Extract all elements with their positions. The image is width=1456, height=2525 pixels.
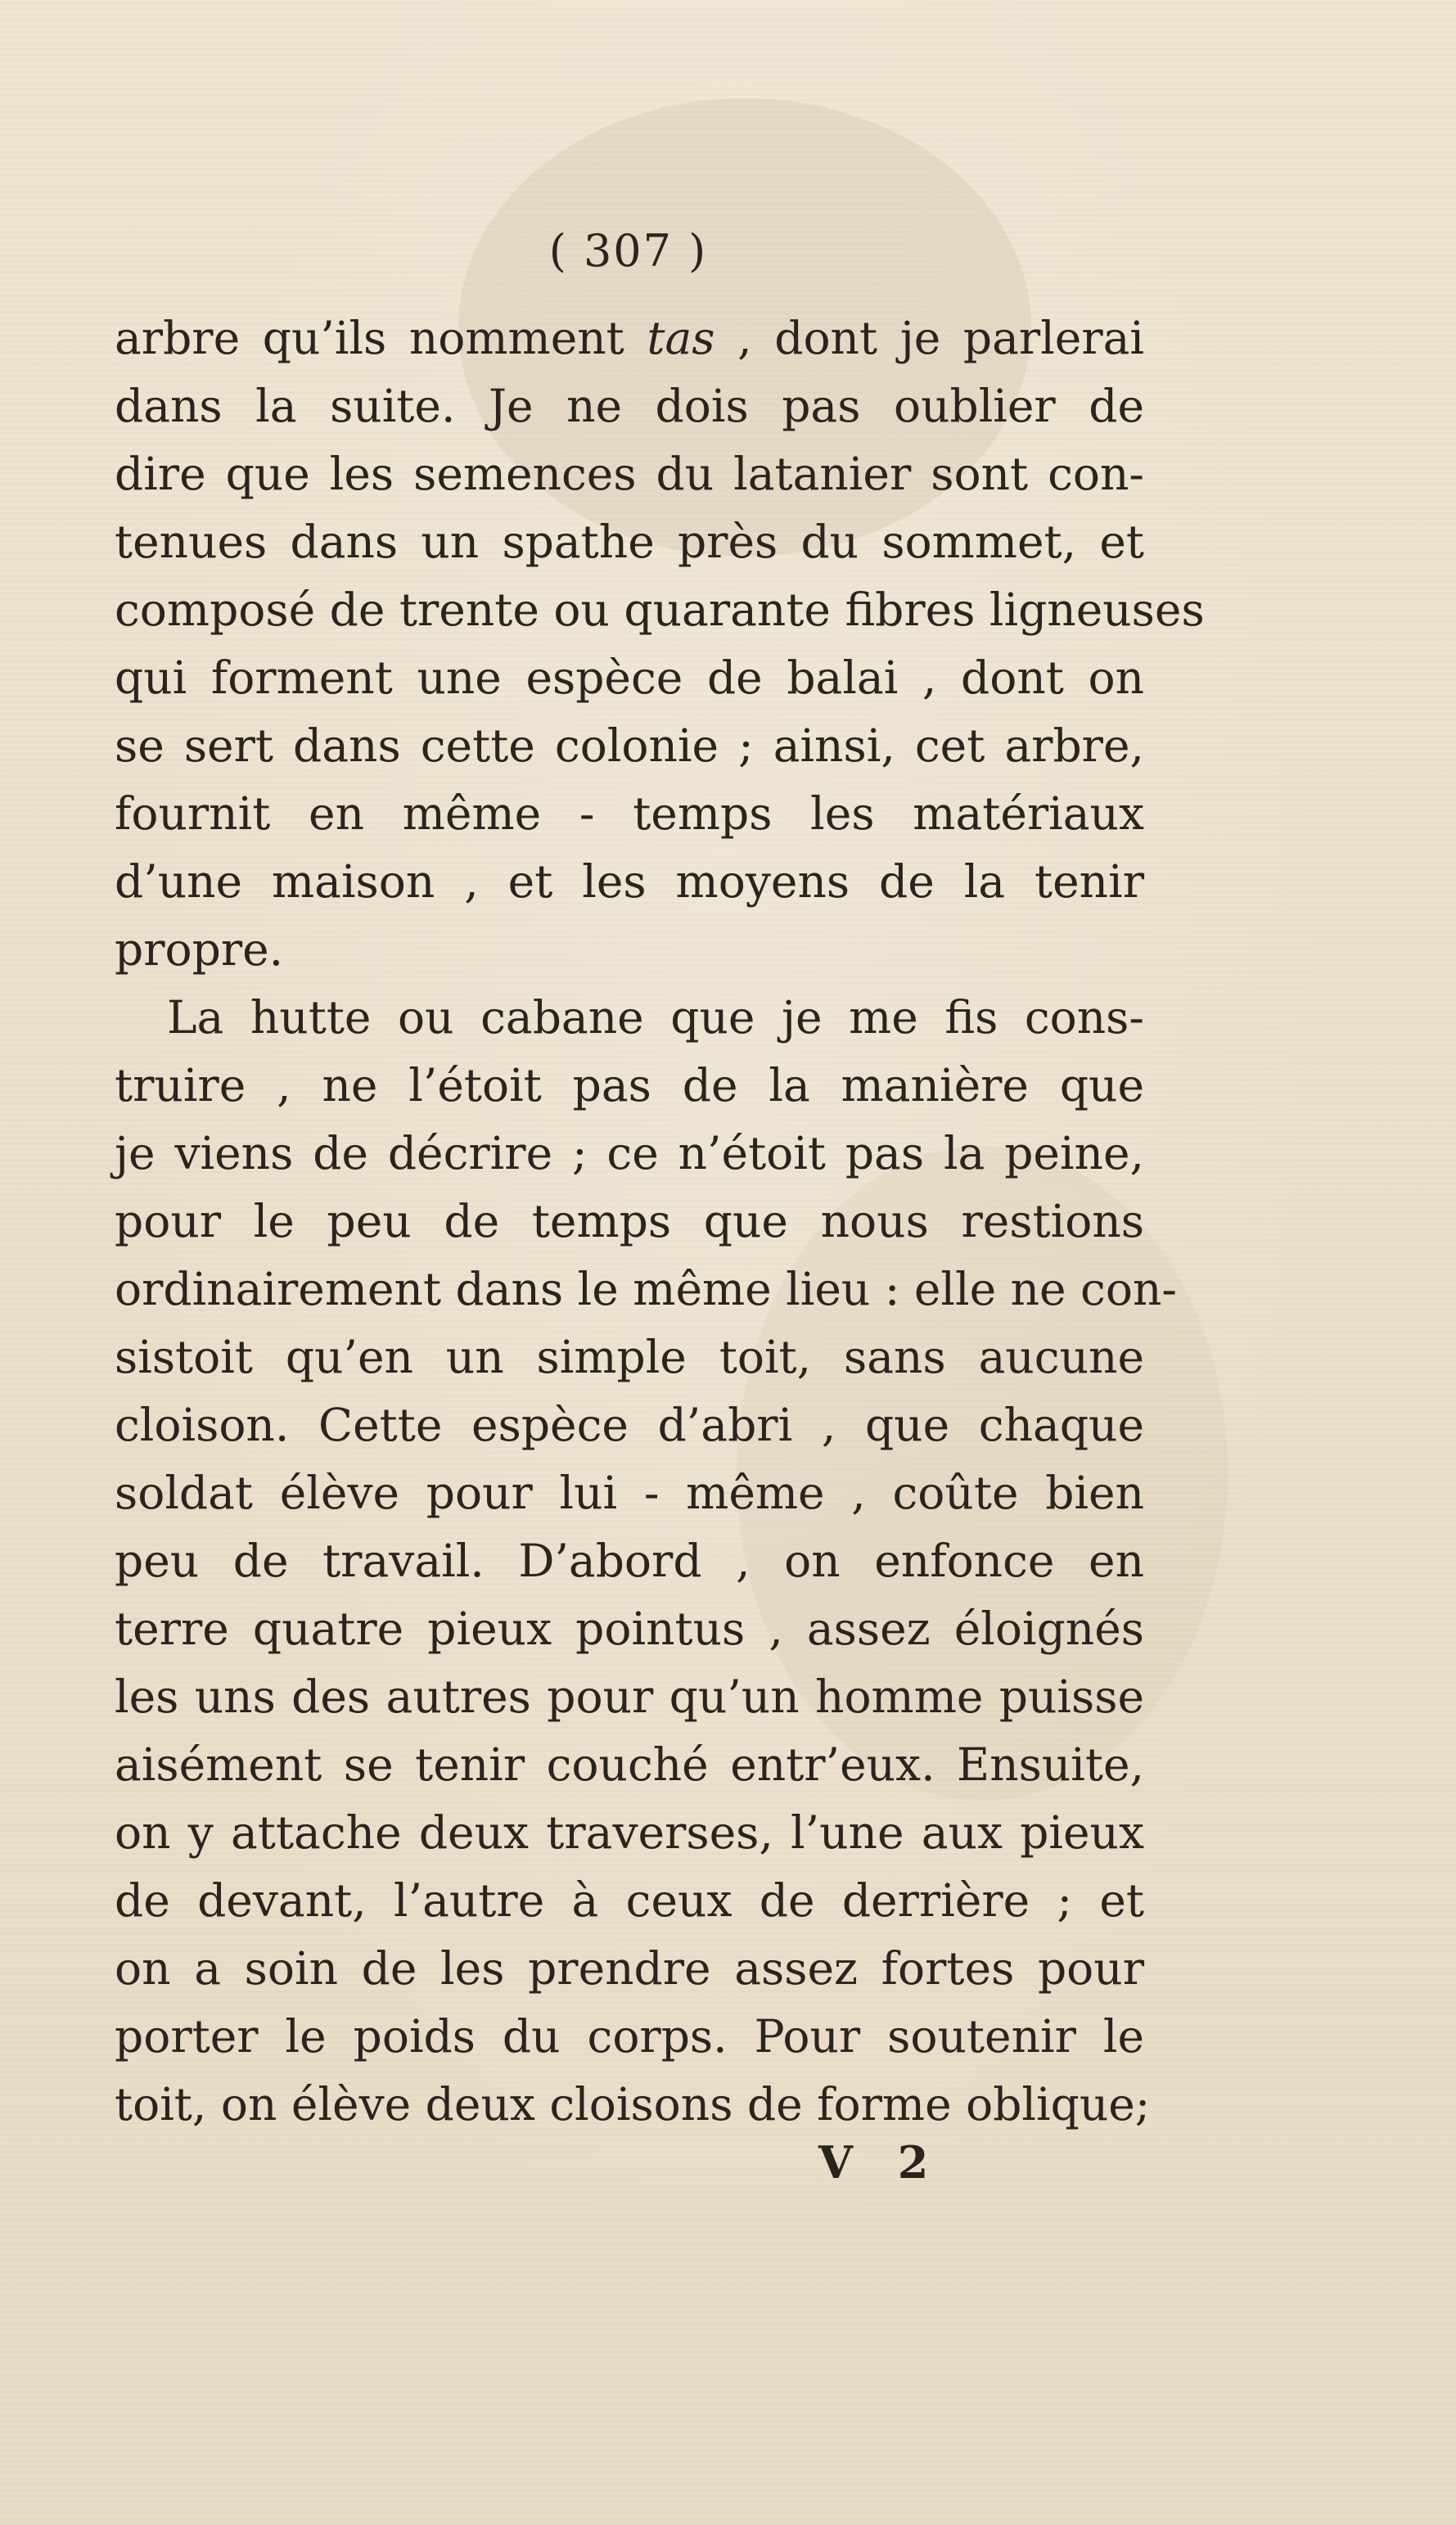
paragraph-start-line: La hutte ou cabane que je me fis cons- — [167, 991, 1144, 1044]
text-line: dans la suite. Je ne dois pas oublier de — [115, 380, 1144, 432]
text-line: on y attache deux traverses, l’une aux pieux — [115, 1806, 1144, 1859]
text-line: toit, on élève deux cloisons de forme oblique; — [115, 2078, 1151, 2130]
text-line: peu de travail. D’abord , on enfonce en — [115, 1535, 1144, 1587]
text-line: tenues dans un spathe près du sommet, et — [115, 516, 1144, 568]
text-line: je viens de décrire ; ce n’étoit pas la peine, — [115, 1127, 1144, 1179]
text-line: composé de trente ou quarante fibres ligneuses — [115, 584, 1205, 636]
text-line: propre. — [115, 923, 284, 976]
text-line: les uns des autres pour qu’un homme puisse — [115, 1671, 1144, 1723]
signature-mark: V 2 — [818, 2136, 944, 2189]
text-line: terre quatre pieux pointus , assez éloignés — [115, 1603, 1144, 1655]
text-line: pour le peu de temps que nous restions — [115, 1195, 1144, 1247]
text-line: aisément se tenir couché entr’eux. Ensuite, — [115, 1738, 1144, 1791]
text-line: porter le poids du corps. Pour soutenir le — [115, 2010, 1144, 2063]
text-line: de devant, l’autre à ceux de derrière ; et — [115, 1874, 1144, 1927]
page-number: ( 307 ) — [548, 225, 708, 277]
text-line: d’une maison , et les moyens de la tenir — [115, 855, 1144, 908]
text-line: soldat élève pour lui - même , coûte bien — [115, 1467, 1144, 1519]
italic-word: tas — [647, 312, 715, 364]
text-line: arbre qu’ils nomment tas , dont je parlerai — [115, 312, 1145, 364]
body-text — [115, 304, 1205, 2139]
text-line: sistoit qu’en un simple toit, sans aucune — [115, 1331, 1144, 1383]
text-line: dire que les semences du latanier sont con- — [115, 448, 1144, 500]
text-line: se sert dans cette colonie ; ainsi, cet arbre, — [115, 719, 1144, 772]
text-line: ordinairement dans le même lieu : elle ne con- — [115, 1263, 1177, 1315]
text-line: truire , ne l’étoit pas de la manière que — [115, 1059, 1144, 1111]
text-line: cloison. Cette espèce d’abri , que chaque — [115, 1399, 1144, 1451]
text-line: on a soin de les prendre assez fortes pour — [115, 1942, 1144, 1995]
text-line: qui forment une espèce de balai , dont on — [115, 652, 1144, 704]
text-line: fournit en même - temps les matériaux — [115, 787, 1144, 840]
